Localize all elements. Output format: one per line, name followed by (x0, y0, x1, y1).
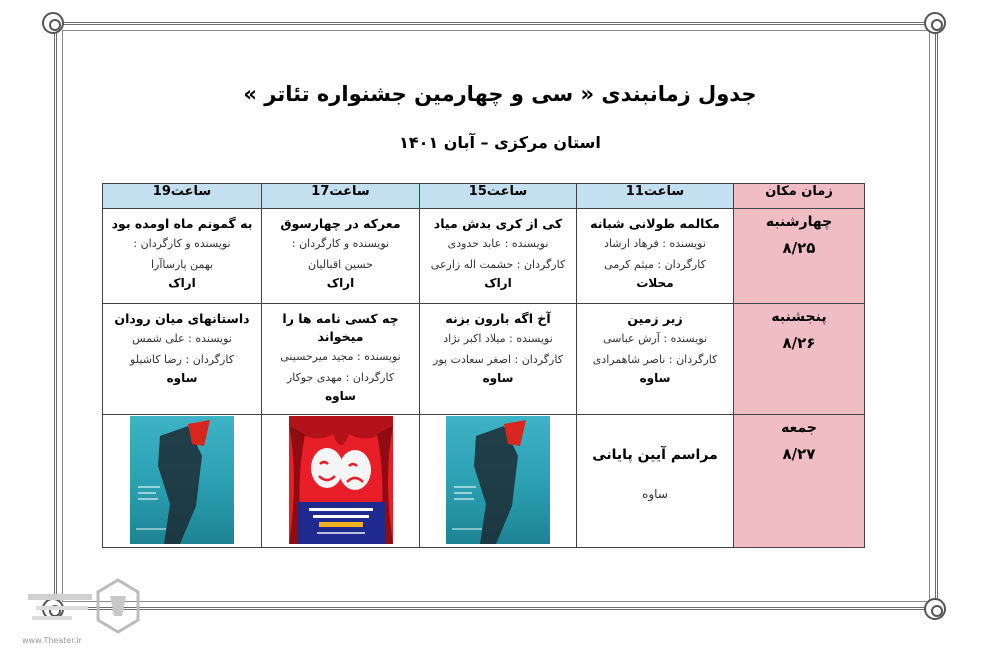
header-place: زمان مکان (734, 184, 865, 209)
show-title: معرکه در چهارسوق (280, 216, 401, 231)
day-name: پنجشنبه (771, 309, 827, 325)
show-cell (262, 209, 420, 304)
show-city: ساوه (482, 371, 514, 385)
ceremony-title: مراسم آیین پایانی (592, 447, 718, 463)
show-credit: کارگردان : ناصر شاهمرادی (592, 353, 718, 366)
show-credit: نویسنده : عابد حدودی (447, 237, 549, 250)
table-row (103, 415, 865, 548)
show-city: محلات (636, 276, 674, 290)
day-cell (734, 209, 865, 304)
show-credit: نویسنده : علی شمس (132, 332, 232, 345)
show-city: اراک (484, 276, 512, 290)
day-name: جمعه (781, 420, 817, 436)
show-credit: کارگردان : اصغر سعادت پور (433, 353, 563, 366)
show-city: اراک (168, 276, 196, 290)
festival-poster-image (130, 416, 234, 544)
day-cell (734, 304, 865, 415)
corner-ornament-icon (924, 12, 946, 34)
show-title: داستانهای میان رودان (114, 311, 250, 326)
header-time: ساعت17 (262, 184, 420, 209)
corner-ornament-icon (42, 12, 64, 34)
show-credit: کارگردان : حشمت اله زارعی (430, 258, 566, 271)
header-time: ساعت15 (420, 184, 577, 209)
show-cell (262, 304, 420, 415)
page-title: جدول زمانبندی « سی و چهارمین جشنواره تئاتر » (243, 82, 757, 106)
show-title: به گمونم ماه اومده بود (111, 216, 253, 231)
header-time: ساعت11 (577, 184, 734, 209)
show-cell (577, 209, 734, 304)
table-row (103, 304, 865, 415)
show-city: ساوه (325, 389, 356, 403)
poster-cell (103, 415, 262, 548)
show-city: ساوه (639, 371, 671, 385)
corner-ornament-icon (924, 598, 946, 620)
ceremony-city: ساوه (642, 487, 668, 501)
show-cell (103, 304, 262, 415)
day-cell (734, 415, 865, 548)
header-time: ساعت19 (103, 184, 262, 209)
show-credit: حسین اقبالیان (308, 258, 373, 271)
show-cell (420, 304, 577, 415)
poster-cell (420, 415, 577, 548)
show-title: کی از کری بدش میاد (433, 216, 563, 231)
show-credit: کارگردان : مهدی جوکار (286, 371, 395, 384)
day-date: ۸/۲۷ (782, 445, 816, 463)
day-date: ۸/۲۶ (782, 334, 816, 352)
show-cell (577, 304, 734, 415)
show-credit: نویسنده : میلاد اکبر نژاد (443, 332, 553, 345)
show-credit: کارگردان : رضا کاشیلو (130, 353, 234, 366)
table-header-row (103, 184, 865, 209)
table-row (103, 209, 865, 304)
show-city: اراک (326, 276, 355, 290)
show-credit: نویسنده : مجید میرحسینی (280, 350, 401, 363)
show-title: زیر زمین (627, 311, 683, 326)
show-title: مکالمه طولانی شبانه (590, 216, 720, 231)
ceremony-cell (577, 415, 734, 548)
day-name: چهارشنبه (765, 214, 833, 230)
page-subtitle: استان مرکزی – آبان ۱۴۰۱ (399, 133, 601, 152)
show-credit: نویسنده و کارگردان : (291, 237, 390, 250)
show-cell (420, 209, 577, 304)
show-city: ساوه (166, 371, 198, 385)
day-date: ۸/۲۵ (782, 239, 816, 257)
show-credit: نویسنده و کارگردان : (133, 237, 231, 250)
show-title: چه کسی نامه ها را میخواند (282, 311, 399, 344)
show-credit: کارگردان : میثم کرمی (604, 258, 706, 271)
logo-url: www.Theater.ir (22, 636, 82, 645)
poster-cell (262, 415, 420, 548)
show-cell (103, 209, 262, 304)
show-credit: بهمن پارساآرا (150, 258, 214, 271)
show-credit: نویسنده : فرهاد ارشاد (604, 237, 706, 250)
festival-poster-image (446, 416, 550, 544)
show-credit: نویسنده : آرش عباسی (602, 332, 708, 345)
theatre-masks-poster-image (289, 416, 393, 544)
schedule-table (102, 183, 865, 548)
show-title: آخ اگه بارون بزنه (445, 311, 551, 326)
